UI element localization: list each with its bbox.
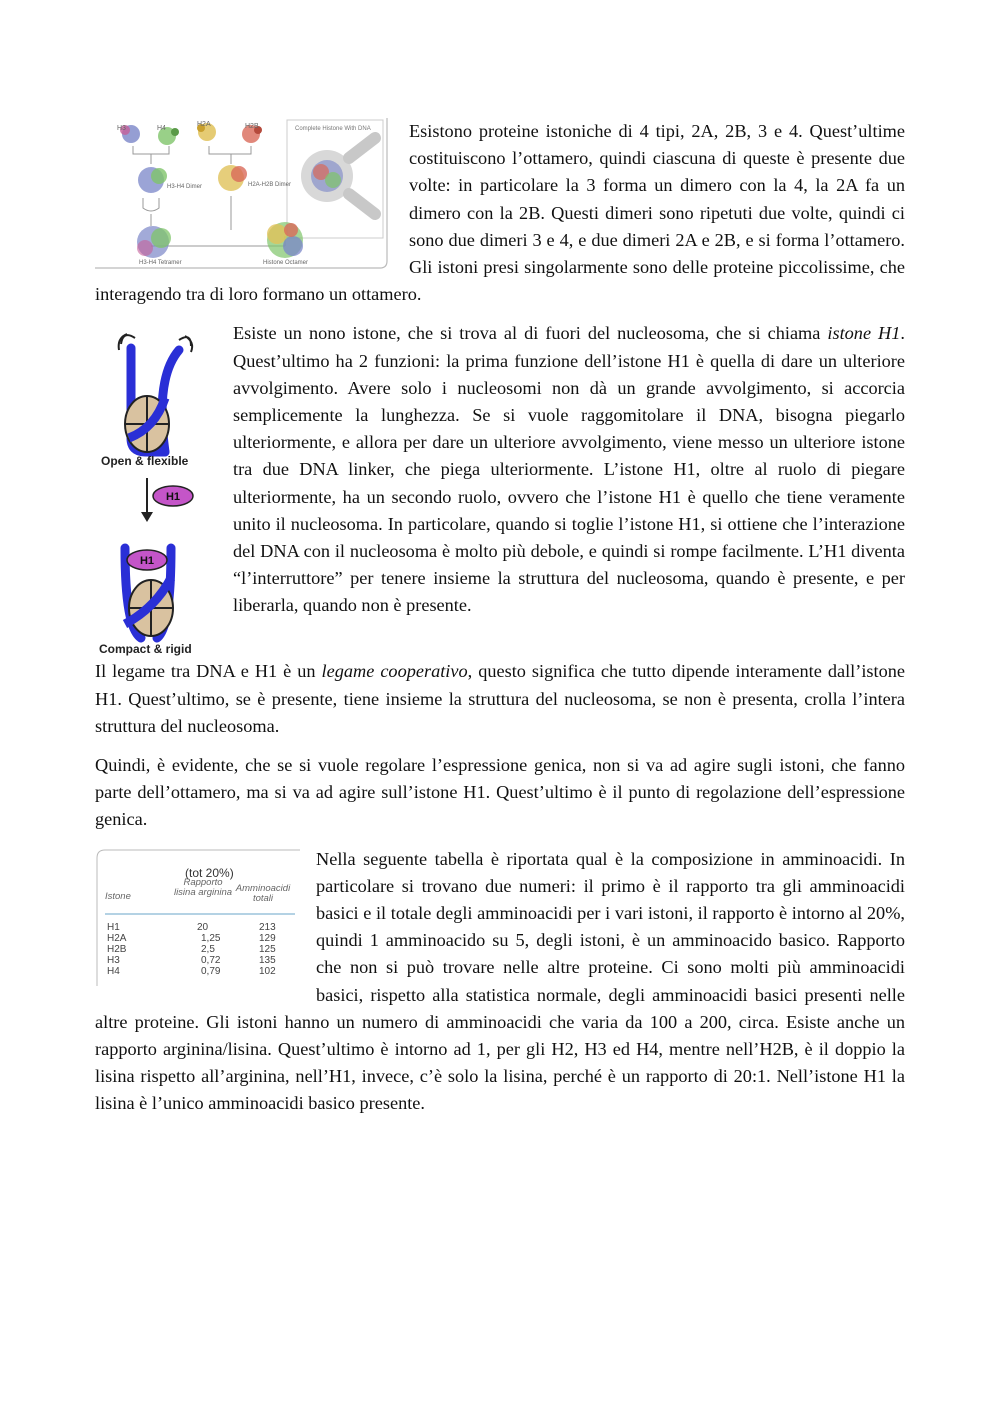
row-ratio: 2,5 (201, 943, 215, 955)
col-amminoacidi-header: Amminoacidi totali (235, 882, 291, 904)
h4-label: H4 (157, 125, 166, 132)
row-name: H4 (107, 965, 120, 977)
h3-h4-tetramer-label: H3-H4 Tetramer (139, 260, 182, 266)
complete-histone-label: Complete Histone With DNA (295, 126, 371, 132)
paragraph-istone-h1-text-b: . Quest’ultimo ha 2 funzioni: la prima funzione dell’istone H1 è quella di dare un ulteriore avvolgimento. Avere solo i nucleosomi non dà un grande avvolgimento, si accorcia semplicemente la lunghezza. Se si vuole raggomitolare il DNA, bisogna piegarlo ulteriormente, e allora per dare un ulteriore avvolgimento, viene messo un ulteriore istone tra due DNA linker, che piega ulteriormente. L’istone H1, oltre al ruolo di piegare ulteriormente, ha un secondo ruolo, ovvero che l’istone H1 è quello che tiene veramente unito il nucleosoma. In particolare, quando si toglie l’istone H1, si ottiene che l’interazione del DNA con il nucleosoma è molto più debole, e quindi si rompe facilmente. L’H1 diventa “l’interruttore” per tenere insieme la struttura del nucleosoma, quando è presente, e per liberarla, quando non è presente. (233, 323, 905, 616)
compact-rigid-label: Compact & rigid (99, 642, 192, 657)
compact-nucleosome-icon (125, 548, 173, 638)
row-ratio: 0,72 (201, 954, 221, 966)
h2a-h2b-dimer-icon (218, 165, 247, 191)
paragraph-octamer: Esistono proteine istoniche di 4 tipi, 2A, 2B, 3 e 4. Quest’ultime costituiscono l’ottamero, quindi ciascuna di queste è presente due volte: in particolare la 3 forma un dimero con la 4, la 2A fa un dimero con la 2B. Questi dimeri sono ripetuti due volte, quindi ci sono due dimeri 3 e 4, e due dimeri 2A e 2B, e si forma l’ottamero. Gli istoni presi singolarmente sono delle proteine piccolissime, che interagendo tra di loro formano un ottamero. (95, 121, 905, 305)
row-name: H1 (107, 921, 120, 933)
row-ratio: 0,79 (201, 965, 221, 977)
octamer-label: Histone Octamer (263, 260, 309, 266)
h3-h4-tetramer-icon (137, 226, 171, 258)
h2a-label: H2A (197, 121, 211, 128)
histone-octamer-assembly-figure (95, 118, 395, 278)
row-name: H3 (107, 954, 120, 966)
row-aa: 129 (259, 932, 276, 944)
nucleosome-with-dna-icon (301, 138, 375, 214)
legame-cooperativo-term: legame cooperativo (321, 661, 468, 682)
open-flexible-label: Open & flexible (101, 454, 189, 469)
paragraph-istone-h1-text-a: Esiste un nono istone, che si trova al di fuori del nucleosoma, che si chiama (233, 323, 828, 344)
row-ratio: 20 (197, 921, 209, 933)
row-name: H2B (107, 943, 127, 955)
h3-label: H3 (117, 125, 126, 132)
paragraph-composizione: Nella seguente tabella è riportata qual è la composizione in amminoacidi. In particolare si trovano due numeri: il primo è il rapporto tra gli amminoacidi basici e il totale degli amminoacidi per i vari istoni, il rapporto è intorno al 20%, quindi 1 amminoacido su 5, degli istoni, è un amminoacido basico. Rapporto che non si può trovare nelle altre proteine. Ci sono molti più amminoacidi basici, rispetto alla statistica normale, degli amminoacidi basici presenti nelle altre proteine. Gli istoni hanno un numero di amminoacidi che varia da 100 a 200, circa. Esiste anche un rapporto arginina/lisina. Quest’ultimo è intorno ad 1, per gli H2, H3 ed H4, mentre nell’H2B, è il doppio la lisina rispetto all’arginina, nell’H1, invece, c’è solo la lisina, perché è un rapporto di 20:1. Nell’istone H1 la lisina è l’unico amminoacidi basico presente. (95, 848, 905, 1114)
col-istone-header: Istone (105, 890, 131, 902)
h1-bound-label: H1 (139, 555, 155, 568)
h1-nucleosome-figure (95, 328, 221, 658)
document-page (95, 118, 905, 1130)
row-aa: 125 (259, 943, 276, 955)
row-ratio: 1,25 (201, 932, 221, 944)
h3-h4-dimer-label: H3-H4 Dimer (167, 184, 203, 190)
row-name: H2A (107, 932, 127, 944)
h1-diagram (95, 328, 221, 658)
row-aa: 102 (259, 965, 276, 977)
h2a-h2b-dimer-label: H2A-H2B Dimer (248, 182, 292, 188)
h2b-label: H2B (245, 123, 259, 130)
row-aa: 213 (259, 921, 276, 933)
tot-label: (tot 20%) (185, 865, 234, 880)
istone-h1-term: istone H1 (827, 323, 901, 344)
paragraph-regolazione: Quindi, è evidente, che se si vuole regolare l’espressione genica, non si va ad agire sugli istoni, che fanno parte dell’ottamero, ma si va ad agire sull’istone H1. Quest’ultimo è il punto di regolazione dell’espressione genica. (95, 755, 905, 830)
h1-badge-label: H1 (165, 491, 181, 504)
paragraph-legame-text-a: Il legame tra DNA e H1 è un (95, 661, 322, 682)
paragraph-legame-cooperativo (95, 658, 905, 740)
histone-composition-table-figure (95, 848, 300, 988)
row-aa: 135 (259, 954, 276, 966)
h3-h4-dimer-icon (138, 167, 167, 193)
open-nucleosome-icon (119, 334, 192, 452)
octamer-diagram (95, 118, 395, 278)
col-rapporto-header: Rapporto lisina arginina (173, 876, 233, 898)
histone-octamer-icon (267, 222, 303, 258)
paragraph-legame-text-b: , questo significa che tutto dipende interamente dall’istone H1. Quest’ultimo, se è presente, tiene insieme la struttura del nucleosoma, se non è presenta, crolla l’intera struttura del nucleosoma. (95, 661, 905, 736)
